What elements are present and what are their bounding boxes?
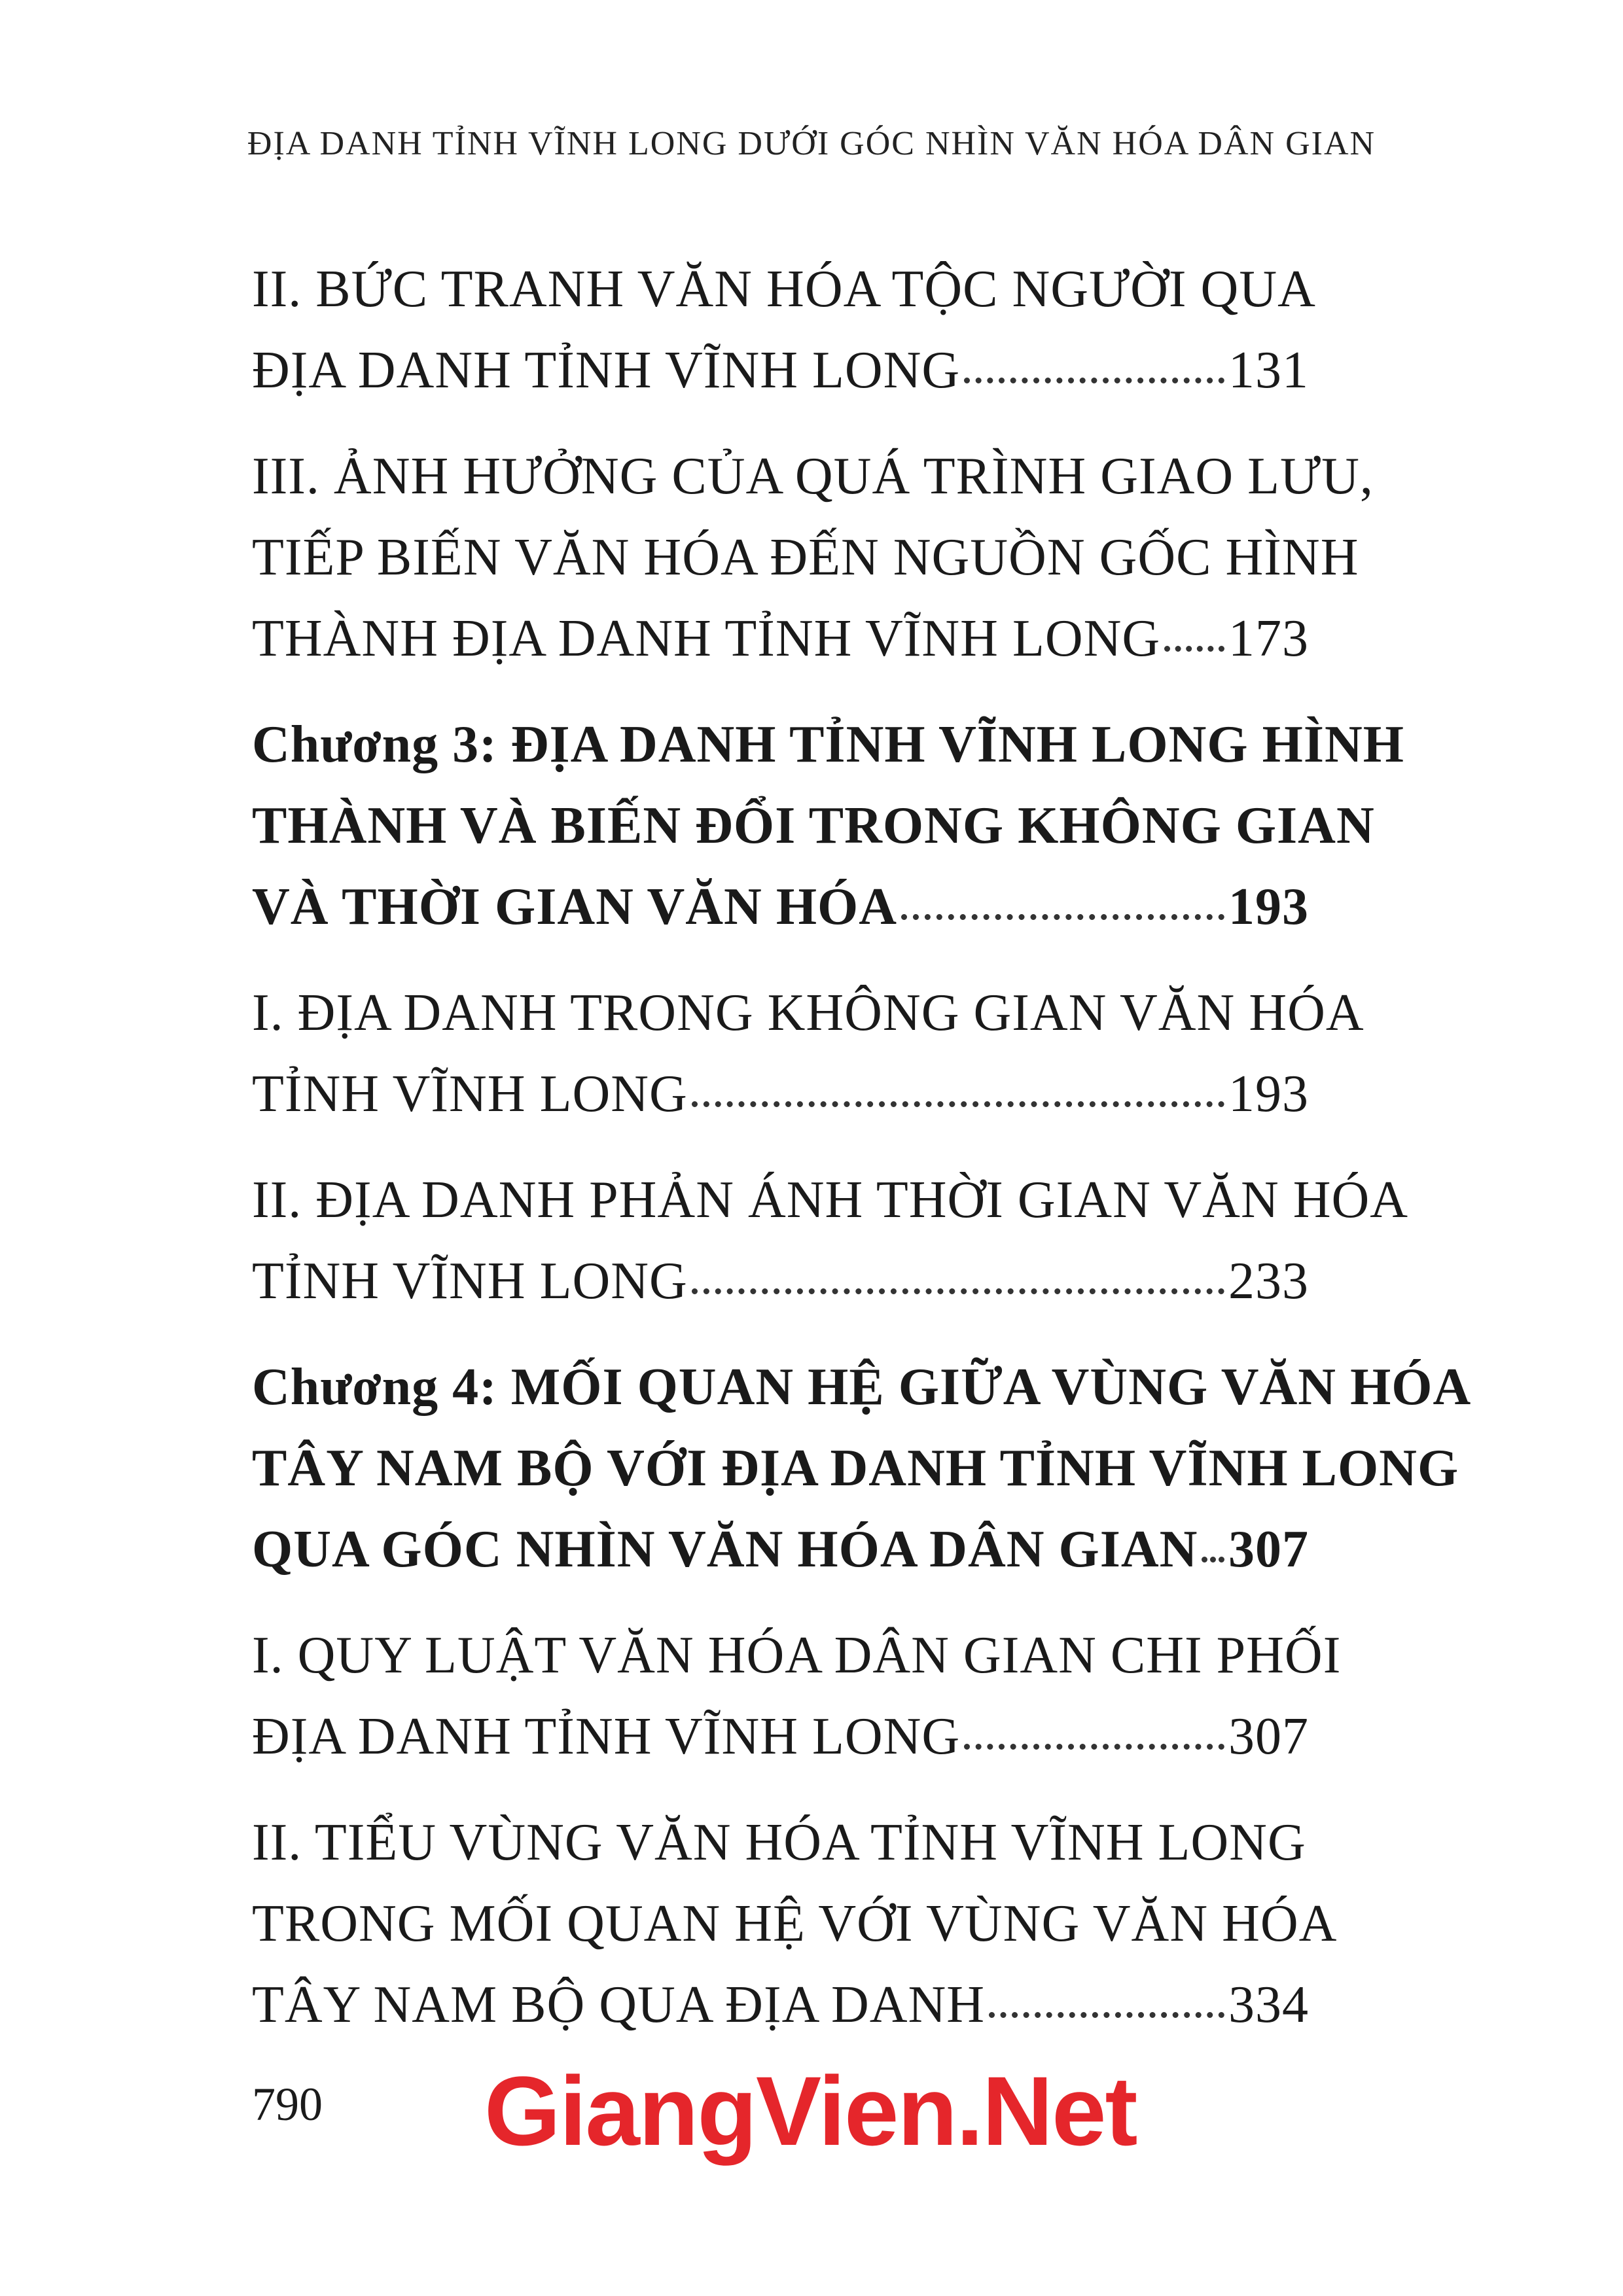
dot-leader — [964, 378, 1224, 383]
toc-line-text: ĐỊA DANH TỈNH VĨNH LONG — [252, 1708, 961, 1765]
dot-leader — [901, 914, 1224, 920]
toc-section-entry — [252, 1159, 1409, 1322]
dot-leader — [1202, 1557, 1224, 1563]
toc-line — [252, 598, 1309, 679]
toc-line: I. ĐỊA DANH TRONG KHÔNG GIAN VĂN HÓA — [252, 984, 1364, 1042]
toc-line-text: THÀNH ĐỊA DANH TỈNH VĨNH LONG — [252, 610, 1161, 667]
toc-line — [252, 1509, 1309, 1590]
toc-page-number: 233 — [1228, 1252, 1309, 1310]
running-header: ĐỊA DANH TỈNH VĨNH LONG DƯỚI GÓC NHÌN VĂN HÓA DÂN GIAN — [247, 125, 1376, 162]
toc-line: Chương 4: MỐI QUAN HỆ GIỮA VÙNG VĂN HÓA — [252, 1358, 1472, 1416]
toc-section-entry — [252, 1802, 1338, 2045]
toc-chapter-entry — [252, 704, 1404, 947]
toc-page-number: 334 — [1228, 1976, 1309, 2034]
toc-line — [252, 1964, 1309, 2045]
toc-section-entry — [252, 249, 1316, 411]
toc-section-entry — [252, 972, 1364, 1135]
toc-line — [252, 1053, 1309, 1135]
toc-line: III. ẢNH HƯỞNG CỦA QUÁ TRÌNH GIAO LƯU, — [252, 448, 1374, 505]
toc-line: Chương 3: ĐỊA DANH TỈNH VĨNH LONG HÌNH — [252, 716, 1404, 773]
page-number: 790 — [252, 2078, 323, 2130]
toc-line: I. QUY LUẬT VĂN HÓA DÂN GIAN CHI PHỐI — [252, 1627, 1342, 1684]
toc-line: II. TIỂU VÙNG VĂN HÓA TỈNH VĨNH LONG — [252, 1814, 1306, 1871]
toc-line-text: VÀ THỜI GIAN VĂN HÓA — [252, 878, 898, 936]
toc-page-number: 193 — [1228, 878, 1309, 936]
toc-line: TIẾP BIẾN VĂN HÓA ĐẾN NGUỒN GỐC HÌNH — [252, 529, 1359, 586]
toc-section-entry — [252, 436, 1374, 679]
toc-line-text: ĐỊA DANH TỈNH VĨNH LONG — [252, 342, 961, 399]
toc-line: TÂY NAM BỘ VỚI ĐỊA DANH TỈNH VĨNH LONG — [252, 1439, 1459, 1497]
dot-leader — [989, 2012, 1224, 2018]
toc-line-text: TỈNH VĨNH LONG — [252, 1065, 688, 1123]
table-of-contents — [252, 249, 1472, 2070]
toc-line-text: QUA GÓC NHÌN VĂN HÓA DÂN GIAN — [252, 1521, 1198, 1578]
toc-line — [252, 330, 1309, 411]
toc-line — [252, 866, 1309, 947]
toc-page-number: 173 — [1228, 610, 1309, 667]
toc-line — [252, 1696, 1309, 1777]
watermark-text: GiangVien.Net — [484, 2056, 1137, 2166]
toc-line-text: TÂY NAM BỘ QUA ĐỊA DANH — [252, 1976, 986, 2034]
toc-line: II. BỨC TRANH VĂN HÓA TỘC NGƯỜI QUA — [252, 260, 1316, 318]
toc-line — [252, 1241, 1309, 1322]
toc-line: THÀNH VÀ BIẾN ĐỔI TRONG KHÔNG GIAN — [252, 797, 1375, 855]
dot-leader — [692, 1101, 1224, 1107]
dot-leader — [1164, 646, 1224, 652]
toc-page-number: 307 — [1228, 1708, 1309, 1765]
toc-line-text: TỈNH VĨNH LONG — [252, 1252, 688, 1310]
toc-page-number: 131 — [1228, 342, 1309, 399]
toc-page-number: 193 — [1228, 1065, 1309, 1123]
toc-page-number: 307 — [1228, 1521, 1309, 1578]
dot-leader — [692, 1288, 1224, 1294]
toc-line: II. ĐỊA DANH PHẢN ÁNH THỜI GIAN VĂN HÓA — [252, 1171, 1409, 1229]
dot-leader — [964, 1744, 1224, 1750]
toc-line: TRONG MỐI QUAN HỆ VỚI VÙNG VĂN HÓA — [252, 1895, 1338, 1952]
toc-section-entry — [252, 1615, 1342, 1777]
toc-chapter-entry — [252, 1347, 1472, 1590]
